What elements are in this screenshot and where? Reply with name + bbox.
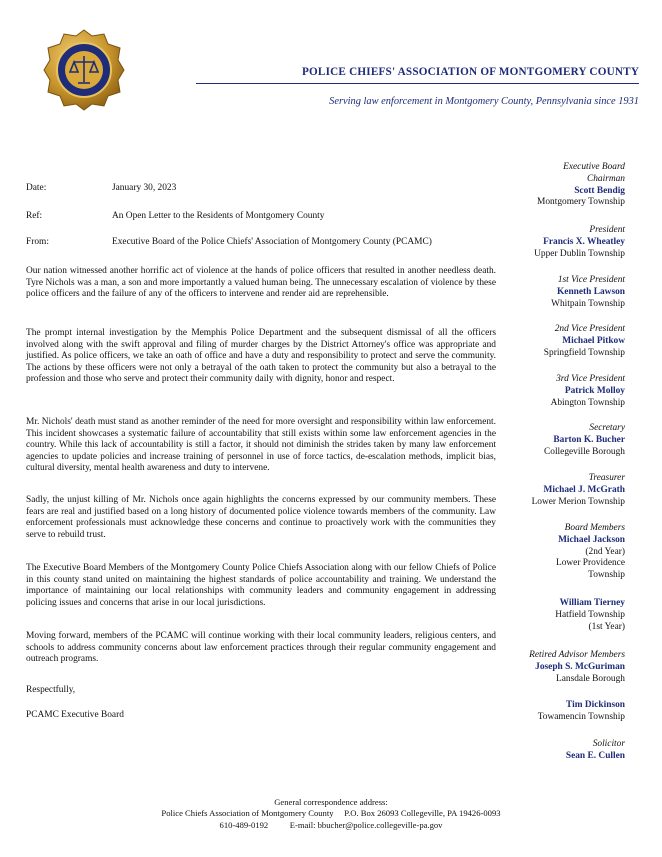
vp2-name: Michael Pitkow	[562, 335, 625, 346]
chairman-town: Montgomery Township	[537, 197, 625, 208]
closing: Respectfully,	[26, 685, 76, 695]
paragraph-3: Mr. Nichols' death must stand as another reminder of the need for more oversight and responsibility within law enforcement. This incident showcases a systematic failure of accountability that still exists within some law enforcement agencies in the country. While this lack of accountability is still a factor, it should not diminish the strides taken by many law enforcement agencies to update policies and increase training of personnel in use of force tactics, de-escalation methods, implicit bias, cultural diversity, mental health awareness and duty to intervene.	[26, 417, 496, 474]
vp1-block	[465, 275, 625, 310]
board2-name: William Tierney	[559, 598, 625, 608]
vp1-town: Whitpain Township	[551, 298, 625, 309]
president-role: President	[589, 225, 625, 235]
date-label: Date:	[26, 183, 47, 193]
board-heading: Executive Board	[563, 162, 625, 172]
treasurer-block	[465, 473, 625, 508]
paragraph-4: Sadly, the unjust killing of Mr. Nichols once again highlights the concerns expressed by our community members. These fears are real and justified based on a long history of documented police violence towards members of the community. Law enforcement professionals must acknowledge these concerns and continue to proactively work with the communities they serve to rebuild trust.	[26, 495, 496, 540]
board1-name: Michael Jackson	[558, 534, 625, 545]
board2-town: Hatfield Township	[555, 609, 625, 620]
board2-block	[465, 598, 625, 633]
footer-line-1: General correspondence address:	[274, 797, 388, 807]
paragraph-2: The prompt internal investigation by the Memphis Police Department and the subsequent dismissal of all the officers involved along with the swift approval and filing of murder charges by the District Attorney's office was appropriate and justified. As police officers, we take an oath of office and have a duty and responsibility to protect and serve the community. The actions by these officers were not only a betrayal of the oath taken to protect the community but also a betrayal to the profession and those who serve and protect their community daily with dignity, honor and respect.	[26, 328, 496, 385]
association-badge-logo	[42, 28, 126, 112]
board1-year: (2nd Year)	[585, 546, 625, 557]
board2-year: (1st Year)	[588, 621, 625, 632]
paragraph-5: The Executive Board Members of the Montgomery County Police Chiefs Association along with our fellow Chiefs of Police in this county stand united on maintaining the highest standards of police accountability and training. We understand the importance of maintaining our local relationships with community leaders and community engagement in addressing policing issues and concerns that arise in our local jurisdictions.	[26, 563, 496, 608]
vp3-name: Patrick Molloy	[564, 385, 625, 396]
treasurer-name: Michael J. McGrath	[543, 484, 625, 495]
ref-label: Ref:	[26, 211, 43, 221]
from-label: From:	[26, 237, 49, 247]
president-name: Francis X. Wheatley	[543, 236, 625, 247]
signature: PCAMC Executive Board	[26, 710, 124, 720]
footer-line-2: Police Chiefs Association of Montgomery County P.O. Box 26093 Collegeville, PA 19426-0093	[161, 808, 501, 819]
retired-role: Retired Advisor Members	[529, 650, 625, 660]
vp1-role: 1st Vice President	[557, 275, 625, 285]
vp2-role: 2nd Vice President	[554, 324, 625, 334]
date-value: January 30, 2023	[112, 183, 177, 193]
treasurer-role: Treasurer	[588, 473, 625, 483]
president-town: Upper Dublin Township	[534, 248, 625, 259]
retired1-name: Joseph S. McGuriman	[535, 661, 625, 672]
treasurer-town: Lower Merion Township	[531, 496, 625, 507]
retired2-name: Tim Dickinson	[566, 700, 625, 710]
vp3-block	[465, 374, 625, 409]
board-members-role: Board Members	[564, 523, 625, 533]
retired1-town: Lansdale Borough	[556, 673, 625, 684]
solicitor-block	[465, 739, 625, 763]
ref-value: An Open Letter to the Residents of Montgomery County	[112, 211, 325, 221]
org-tagline: Serving law enforcement in Montgomery County, Pennsylvania since 1931	[329, 96, 639, 107]
secretary-block	[465, 423, 625, 458]
vp1-name: Kenneth Lawson	[557, 286, 625, 297]
board1-town-a: Lower Providence	[556, 558, 625, 569]
org-title: POLICE CHIEFS' ASSOCIATION OF MONTGOMERY COUNTY	[302, 66, 640, 78]
secretary-town: Collegeville Borough	[544, 446, 625, 457]
retired2-block	[465, 700, 625, 724]
retired2-town: Towamencin Township	[537, 711, 625, 722]
retired-block	[465, 650, 625, 685]
secretary-role: Secretary	[589, 423, 625, 433]
correspondence-footer	[0, 797, 662, 831]
vp3-role: 3rd Vice President	[556, 374, 625, 384]
board-members-block	[465, 523, 625, 582]
board-heading-block	[465, 162, 625, 209]
vp3-town: Abington Township	[550, 397, 625, 408]
solicitor-name: Sean E. Cullen	[565, 750, 625, 761]
header-rule	[196, 83, 639, 84]
president-block	[465, 225, 625, 260]
footer-line-3: 610-489-0192 E-mail: bbucher@police.collegeville-pa.gov	[219, 819, 443, 830]
chairman-name: Scott Bendig	[574, 185, 625, 196]
vp2-block	[465, 324, 625, 359]
chairman-role: Chairman	[586, 173, 625, 184]
board1-town-b: Township	[588, 570, 625, 581]
solicitor-role: Solicitor	[592, 739, 625, 749]
secretary-name: Barton K. Bucher	[553, 434, 625, 445]
paragraph-6: Moving forward, members of the PCAMC will continue working with their local community leaders, religious centers, and schools to address community concerns about law enforcement practices through their regular community engagement and outreach programs.	[26, 631, 496, 665]
paragraph-1: Our nation witnessed another horrific act of violence at the hands of police officers that resulted in another needless death. Tyre Nichols was a man, a son and more importantly a valued human being. The unnecessary escalation of violence by these police officers and the failure of any of the officers to intervene and render aid are reprehensible.	[26, 266, 496, 300]
from-value: Executive Board of the Police Chiefs' Association of Montgomery County (PCAMC)	[112, 237, 432, 247]
vp2-town: Springfield Township	[543, 347, 625, 358]
